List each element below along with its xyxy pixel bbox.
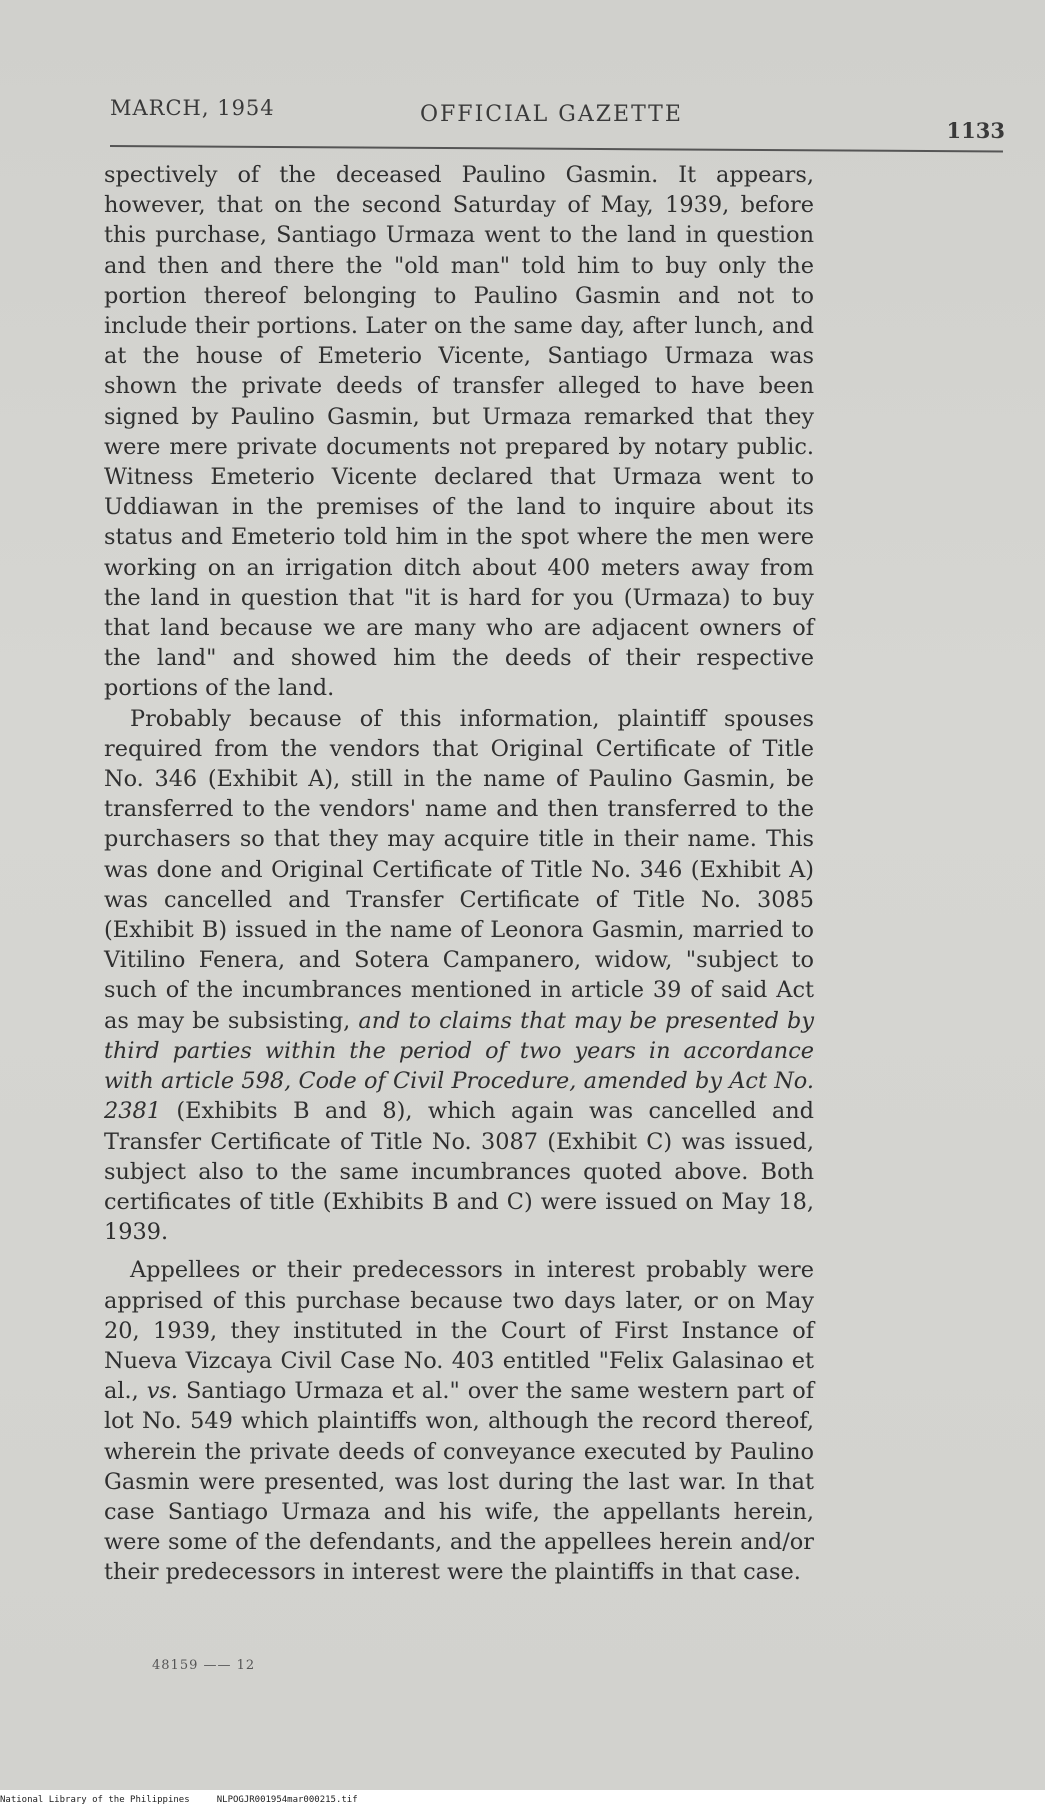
paragraph-3 <box>104 1255 814 1587</box>
paragraph-2 <box>104 704 814 1248</box>
page-number: 1133 <box>946 118 1005 143</box>
paragraph-1-text: spectively of the deceased Paulino Gasmin. It appears, however, that on the second Saturday of May, 1939, before this purchase, Santiago Urmaza went to the land in question and then and there the "old man" told him to buy only the portion thereof belonging to Paulino Gasmin and not to include their portions. Later on the same day, after lunch, and at the house of Emeterio Vicente, Santiago Urmaza was shown the private deeds of transfer alleged to have been signed by Paulino Gasmin, but Urmaza remarked that they were mere private documents not prepared by notary public. Witness Emeterio Vicente declared that Urmaza went to Uddiawan in the premises of the land to inquire about its status and Emeterio told him in the spot where the men were working on an irrigation ditch about 400 meters away from the land in question that "it is hard for you (Urmaza) to buy that land because we are many who are adjacent owners of the land" and showed him the deeds of their respective portions of the land. <box>104 162 814 702</box>
header-title: OFFICIAL GAZETTE <box>420 102 683 127</box>
header-date: MARCH, 1954 <box>110 96 275 120</box>
page-header <box>110 96 1005 146</box>
paragraph-3-text-a: Appellees or their predecessors in interest probably were apprised of this purchase because two days later, or on May 20, 1939, they instituted in the Court of First Instance of Nueva Vizcaya Civil Case No. 403 entitled "Felix Galasinao et al., <box>104 1257 814 1405</box>
article-body <box>104 160 814 1588</box>
header-rule <box>110 145 1003 152</box>
print-code: 48159 —— 12 <box>152 1658 256 1673</box>
paragraph-3-text-b: Santiago Urmaza et al." over the same western part of lot No. 549 which plaintiffs won, although the record thereof, wherein the private deeds of conveyance executed by Paulino Gasmin were presented, was lost during the last war. In that case Santiago Urmaza and his wife, the appellants herein, were some of the defendants, and the appellees herein and/or their predecessors in interest were the plaintiffs in that case. <box>104 1378 814 1586</box>
paragraph-2-italic: and to claims that may be presented by third parties within the period of two years in accordance with article 598, Code of Civil Procedure, amended by Act No. 2381 <box>104 1007 814 1125</box>
paragraph-2-text-a: Probably because of this information, plaintiff spouses required from the vendors that Original Certificate of Title No. 346 (Exhibit A), still in the name of Paulino Gasmin, be transferred to the vendors' name and then transferred to the purchasers so that they may acquire title in their name. This was done and Original Certificate of Title No. 346 (Exhibit A) was cancelled and Transfer Certificate of Title No. 3085 (Exhibit B) issued in the name of Leonora Gasmin, married to Vitilino Fenera, and Sotera Campanero, widow, "subject to such of the incumbrances mentioned in article 39 of said Act as may be subsisting, <box>104 705 814 1034</box>
paragraph-1 <box>104 160 814 704</box>
scan-footer-text: National Library of the Philippines NLPOGJR001954mar000215.tif <box>0 1795 358 1805</box>
paragraph-2-text-b: (Exhibits B and 8), which again was cancelled and Transfer Certificate of Title No. 3087 (Exhibit C) was issued, subject also to the same incumbrances quoted above. Both certificates of title (Exhibits B and C) were issued on May 18, 1939. <box>104 1098 814 1246</box>
paragraph-3-vs: vs. <box>146 1378 178 1405</box>
